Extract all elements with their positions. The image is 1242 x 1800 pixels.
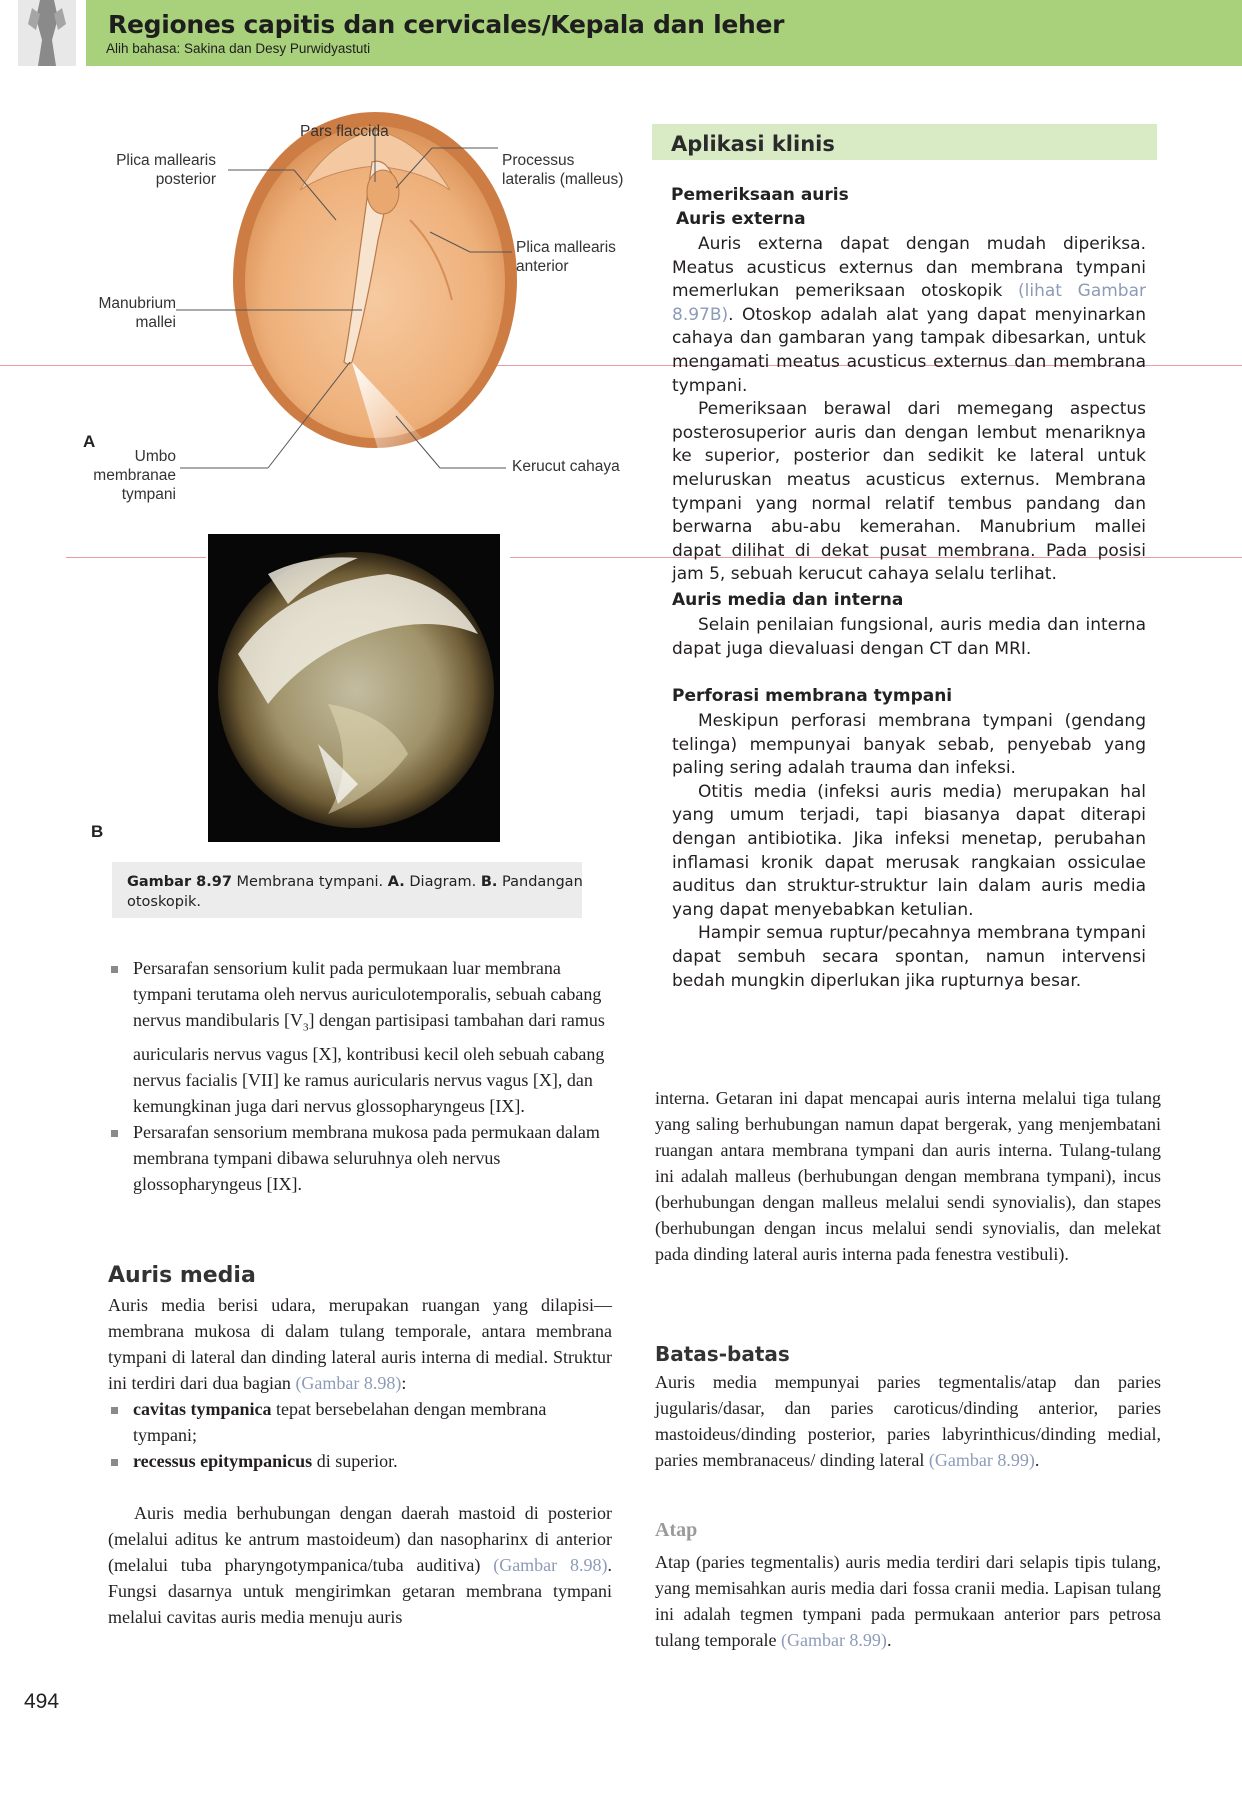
page-number: 494: [24, 1690, 60, 1713]
section-title-auris-media-interna: Auris media dan interna: [672, 590, 904, 610]
figure-reference-link[interactable]: (Gambar 8.98): [295, 1373, 402, 1393]
otoscopic-photo: [208, 534, 500, 842]
label-umbo-membranae-tympani: Umbo membranae tympani: [93, 448, 176, 503]
figure-reference-link[interactable]: (Gambar 8.99): [928, 1450, 1035, 1470]
paragraph: Otitis media (infeksi auris media) merupakan hal yang umum terjadi, tapi biasanya dapat diterapi dengan antibiotika. Jika infeksi menetap, perubahan inflamasi kronik dapat merusak rangkaian ossiculae auditus dan struktur-struktur lain dalam auris media yang dapat menyebabkan ketulian.: [672, 781, 1146, 920]
paragraph: interna. Getaran ini dapat mencapai auris interna melalui tiga tulang yang saling berhubungan namun dapat bergerak, yang menjembatani ruangan antara membrana tympani dan auris interna. Tulang-tulang ini adalah malleus (berhubungan dengan membrana tympani), incus (berhubungan dengan malleus melalui sendi synovialis), dan stapes (berhubungan dengan incus melalui sendi synovialis, dan melekat pada dinding lateral auris interna pada fenestra vestibuli).: [655, 1088, 1161, 1264]
section-title-perforasi: Perforasi membrana tympani: [672, 686, 953, 706]
paragraph: Meskipun perforasi membrana tympani (gendang telinga) mempunyai banyak sebab, penyebab yang paling sering adalah trauma dan infeksi.: [672, 711, 1146, 779]
list-item: cavitas tympanica tepat bersebelahan dengan membrana tympani;: [108, 1396, 612, 1448]
perforasi-text: [672, 710, 1146, 993]
guide-line: [66, 557, 206, 558]
auris-media-interna-text: [672, 614, 1146, 661]
clinical-box-title: Aplikasi klinis: [671, 132, 835, 156]
heading-batas-batas: Batas-batas: [655, 1342, 790, 1366]
heading-auris-media: Auris media: [108, 1263, 256, 1288]
list-item: Persarafan sensorium kulit pada permukaan luar membrana tympani terutama oleh nervus auriculotemporalis, sebuah cabang nervus mandibularis $[V_3]$ dengan partisipasi tambahan dari ramus auricularis nervus vagus [X], kontribusi kecil oleh sebuah cabang nervus facialis [VII] ke ramus auricularis nervus vagus [X], dan kemungkinan juga dari nervus glossopharyngeus [IX].: [108, 955, 606, 1119]
label-manubrium-mallei: Manubrium mallei: [98, 295, 176, 331]
label-plica-mallearis-posterior: Plica mallearis posterior: [116, 152, 216, 188]
heading-atap: Atap: [655, 1519, 698, 1541]
batas-text: [655, 1369, 1161, 1473]
subsection-auris-externa: Auris externa: [676, 209, 806, 229]
paragraph: Selain penilaian fungsional, auris media dan interna dapat juga dievaluasi dengan CT dan MRI.: [672, 615, 1146, 659]
paragraph: Atap (paries tegmentalis) auris media terdiri dari selapis tipis tulang, yang memisahkan auris media dari fossa cranii media. Lapisan tulang ini adalah tegmen tympani pada permukaan anterior pars petrosa tulang temporale (Gambar 8.99).: [655, 1552, 1161, 1650]
figure-reference-link[interactable]: (Gambar 8.98): [493, 1555, 608, 1575]
figure-reference-link[interactable]: (Gambar 8.99): [780, 1630, 887, 1650]
figure-caption: Gambar 8.97 Membrana tympani. A. Diagram. B. Pandangan otoskopik.: [127, 874, 583, 910]
auris-media-text: [108, 1292, 612, 1630]
label-kerucut-cahaya: Kerucut cahaya: [512, 458, 620, 475]
paragraph: Hampir semua ruptur/pecahnya membrana tympani dapat sembuh secara spontan, namun intervensi bedah mungkin diperlukan jika rupturnya besar.: [672, 923, 1146, 991]
label-pars-flaccida: Pars flaccida: [300, 123, 389, 140]
atap-text: [655, 1549, 1161, 1653]
list-item: recessus epitympanicus di superior.: [108, 1448, 612, 1474]
paragraph: Auris media berhubungan dengan daerah mastoid di posterior (melalui aditus ke antrum mastoideum) dan nasopharinx di anterior (melalui tuba pharyngotympanica/tuba auditiva) (Gambar 8.98). Fungsi dasarnya untuk mengirimkan getaran membrana tympani melalui cavitas auris media menuju auris: [108, 1503, 612, 1627]
paragraph: Auris media mempunyai paries tegmentalis/atap dan paries jugularis/dasar, dan paries caroticus/dinding anterior, paries mastoideus/dinding posterior, paries labyrinthicus/dinding medial, paries membranaceus/ dinding lateral (Gambar 8.99).: [655, 1372, 1161, 1470]
figure-reference-link[interactable]: (lihat Gambar 8.97B): [672, 281, 1146, 325]
section-title-pemeriksaan: Pemeriksaan auris: [671, 185, 849, 205]
right-text-continued: [655, 1085, 1161, 1267]
translator-credit: Alih bahasa: Sakina dan Desy Purwidyastuti: [106, 41, 371, 56]
label-processus-lateralis: Processus lateralis (malleus): [502, 152, 624, 188]
pemeriksaan-text: [672, 233, 1146, 587]
figure-letter-a: A: [83, 432, 96, 451]
figure-letter-b: B: [91, 822, 104, 841]
paragraph: Auris externa dapat dengan mudah diperiksa. Meatus acusticus externus dan membrana tympani memerlukan pemeriksaan otoskopik (lihat Gambar 8.97B). Otoskop adalah alat yang dapat menyinarkan cahaya dan gambaran yang tampak dibesarkan, untuk mengamati meatus acusticus externus dan membrana tympani.: [672, 234, 1146, 396]
left-bullets: [108, 955, 606, 1197]
label-plica-mallearis-anterior: Plica mallearis anterior: [516, 239, 616, 275]
chapter-title: Regiones capitis dan cervicales/Kepala dan leher: [108, 10, 785, 39]
paragraph: Pemeriksaan berawal dari memegang aspectus posterosuperior auris dan dengan lembut menariknya ke superior, posterior dan sedikit ke lateral untuk meluruskan meatus acusticus externus. Membrana tympani yang normal relatif tembus pandang dan berwarna abu-abu kemerahan. Manubrium mallei dapat dilihat di dekat pusat membrana. Pada posisi jam 5, sebuah kerucut cahaya selalu terlihat.: [672, 399, 1146, 585]
list-item: Persarafan sensorium membrana mukosa pada permukaan dalam membrana tympani dibawa seluruhnya oleh nervus glossopharyngeus [IX].: [108, 1119, 606, 1197]
skeleton-figure-icon: [18, 0, 76, 66]
paragraph: Auris media berisi udara, merupakan ruangan yang dilapisi—membrana mukosa di dalam tulang temporale, antara membrana tympani di lateral dan dinding lateral auris interna di medial. Struktur ini terdiri dari dua bagian (Gambar 8.98):: [108, 1295, 612, 1393]
